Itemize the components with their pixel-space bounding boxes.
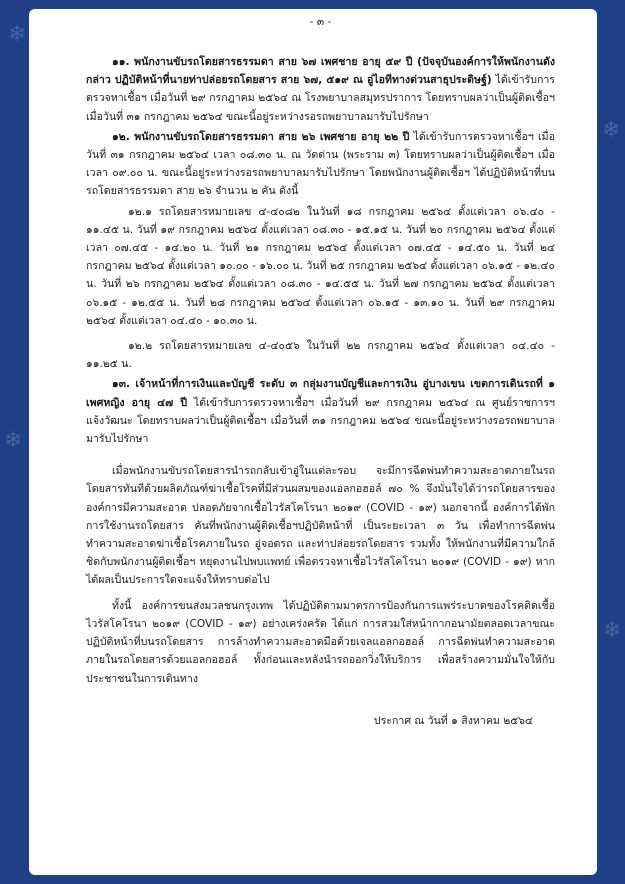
item-12-heading: ๑๒. พนักงานขับรถโดยสารธรรมดา สาย ๒๖ เพศชาย อายุ ๒๒ ปี [112,130,410,143]
item-12 [86,128,555,201]
item-11-heading: ๑๑. พนักงานขับรถโดยสารธรรมดา สาย ๖๗ เพศชาย อายุ ๕๙ ปี (ปัจจุบันองค์การให้พนักงานดังกล่าว ปฏิบัติหน้าที่นายท่าปล่อยรถโดยสาร สาย ๖๗, ๕๑๙ ณ อู่ไอทีทางด่วนสาธุประดิษฐ์) [86,56,555,87]
snowflake-decoration-icon: ❄ [8,22,27,47]
snowflake-decoration-icon: ❄ [4,428,23,453]
paragraph-disinfection: เมื่อพนักงานขับรถโดยสารนำรถกลับเข้าอู่ในแต่ละรอบ จะมีการฉีดพ่นทำความสะอาดภายในรถโดยสารทันทีด้วยผลิตภัณฑ์ฆ่าเชื้อโรคที่มีส่วนผสมของแอลกอฮอล์ ๗๐ % จึงมั่นใจได้ว่ารถโดยสารขององค์การมีความสะอาด ปลอดภัยจากเชื้อไวรัสโคโรนา ๒๐๑๙ (COVID - ๑๙) นอกจากนี้ องค์การได้พักการใช้งานรถโดยสาร คันที่พนักงานผู้ติดเชื้อฯปฏิบัติหน้าที่ เป็นระยะเวลา ๓ วัน เพื่อทำการฉีดพ่นทำความสะอาดฆ่าเชื้อโรคภายในรถ อู่จอดรถ และท่าปล่อยรถโดยสาร รวมทั้ง ให้พนักงานที่มีความใกล้ชิดกับพนักงานผู้ติดเชื้อฯ หยุดงานไปพบแพทย์ เพื่อตรวจหาเชื้อไวรัสโคโรนา ๒๐๑๙ (COVID - ๑๙) หากได้ผลเป็นประการใดจะแจ้งให้ทราบต่อไป [86,465,555,587]
announcement-date: ประกาศ ณ วันที่ ๑ สิงหาคม ๒๕๖๔ [373,714,533,727]
item-12-text: ได้เข้ารับการตรวจหาเชื้อฯ เมื่อวันที่ ๓๑ กรกฎาคม ๒๕๖๔ เวลา ๐๘.๓๐ น. ณ วัดด่าน (พระราม ๓) โดยทราบผลว่าเป็นผู้ติดเชื้อฯ เมื่อเวลา ๐๙.๐๐ น. ขณะนี้อยู่ระหว่างรอรถพยาบาลมารับไปรักษา โดยพนักงานผู้ติดเชื้อฯ ได้ปฏิบัติหน้าที่บนรถโดยสารธรรมดา สาย ๒๖ จำนวน ๒ คัน ดังนี้ [86,130,556,198]
item-13-text: ได้เข้ารับการตรวจหาเชื้อฯ เมื่อวันที่ ๒๙ กรกฎาคม ๒๕๖๔ ณ ศูนย์ราชการฯ แจ้งวัฒนะ โดยทราบผลว่าเป็นผู้ติดเชื้อฯ เมื่อวันที่ ๓๑ กรกฎาคม ๒๕๖๔ ขณะนี้อยู่ระหว่างรอรถพยาบาลมารับไปรักษา [86,396,555,446]
item-13-heading: ๑๓. เจ้าหน้าที่การเงินและบัญชี ระดับ ๓ กลุ่มงานบัญชีและการเงิน อู่บางเขน เขตการเดินรถที่ ๑ เพศหญิง อายุ ๔๗ ปี [86,378,555,409]
document-page [29,9,597,875]
item-11-text: ได้เข้ารับการตรวจหาเชื้อฯ เมื่อวันที่ ๒๙ กรกฎาคม ๒๕๖๔ ณ โรงพยาบาลสมุทรปราการ โดยทราบผลว่าเป็นผู้ติดเชื้อฯ เมื่อวันที่ ๓๑ กรกฎาคม ๒๕๖๔ ขณะนี้อยู่ระหว่างรอรถพยาบาลมารับไปรักษา [86,74,555,123]
snowflake-decoration-icon: ❄ [603,618,622,643]
item-11 [86,53,555,126]
page-number: - ๓ - [309,16,332,28]
sub-item-12-1: ๑๒.๑ รถโดยสารหมายเลข ๔-๔๐๘๒ ในวันที่ ๑๘ กรกฎาคม ๒๕๖๔ ตั้งแต่เวลา ๐๖.๔๐ - ๑๑.๔๕ น. วันที่ ๑๙ กรกฎาคม ๒๕๖๔ ตั้งแต่เวลา ๐๘.๓๐ - ๑๕.๑๕ น. วันที่ ๒๐ กรกฎาคม ๒๕๖๔ ตั้งแต่เวลา ๐๗.๔๕ - ๑๔.๒๐ น. วันที่ ๒๑ กรกฎาคม ๒๕๖๔ ตั้งแต่เวลา ๐๗.๔๕ - ๑๔.๕๐ น. วันที่ ๒๔ กรกฎาคม ๒๕๖๔ ตั้งแต่เวลา ๑๐.๐๐ - ๑๖.๐๐ น. วันที่ ๒๕ กรกฎาคม ๒๕๖๔ ตั้งแต่เวลา ๐๖.๑๕ - ๑๒.๔๐ น. วันที่ ๒๖ กรกฎาคม ๒๕๖๔ ตั้งแต่เวลา ๐๘.๓๐ - ๑๔.๕๕ น. วันที่ ๒๗ กรกฎาคม ๒๕๖๔ ตั้งแต่เวลา ๐๖.๑๕ - ๑๒.๕๕ น. วันที่ ๒๘ กรกฎาคม ๒๕๖๔ ตั้งแต่เวลา ๐๖.๑๕ - ๑๓.๑๐ น. วันที่ ๒๙ กรกฎาคม ๒๕๖๔ ตั้งแต่เวลา ๐๔.๔๐ - ๑๐.๓๐ น. [86,205,555,327]
sub-item-12-2: ๑๒.๒ รถโดยสารหมายเลข ๔-๔๐๕๖ ในวันที่ ๒๒ กรกฎาคม ๒๕๖๔ ตั้งแต่เวลา ๐๔.๔๐ - ๑๑.๒๕ น. [86,340,555,371]
item-13 [86,375,555,448]
paragraph-measures: ทั้งนี้ องค์การขนส่งมวลชนกรุงเทพ ได้ปฏิบัติตามมาตรการป้องกันการแพร่ระบาดของโรคติดเชื้อไวรัสโคโรนา ๒๐๑๙ (COVID - ๑๙) อย่างเคร่งครัด ได้แก่ การสวมใส่หน้ากากอนามัยตลอดเวลาขณะปฏิบัติหน้าที่บนรถโดยสาร การล้างทำความสะอาดมือด้วยเจลแอลกอฮอล์ การฉีดพ่นทำความสะอาดภายในรถโดยสารด้วยแอลกอฮอล์ ทั้งก่อนและหลังนำรถออกวิ่งให้บริการ เพื่อสร้างความมั่นใจให้กับประชาชนในการเดินทาง [86,599,555,685]
snowflake-decoration-icon: ❄ [602,118,621,143]
